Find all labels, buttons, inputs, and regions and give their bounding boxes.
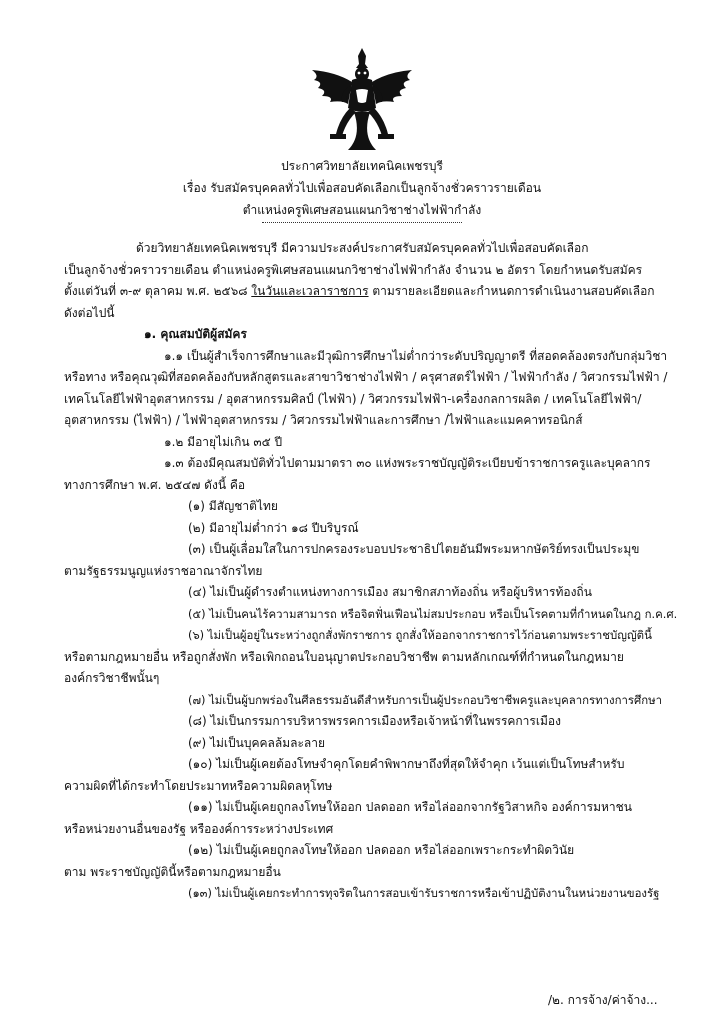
sub-item-12-cont: ตาม พระราชบัญญัตินี้หรือตามกฎหมายอื่น (64, 864, 281, 879)
qual-1-2: ๑.๒ มีอายุไม่เกิน ๓๕ ปี (164, 434, 283, 449)
sub-item-11-cont: หรือหน่วยงานอื่นของรัฐ หรือองค์การระหว่างประเทศ (64, 821, 334, 836)
garuda-emblem-icon (306, 46, 418, 154)
qual-1-1-line-1: ๑.๑ เป็นผู้สำเร็จการศึกษาและมีวุฒิการศึกษาไม่ต่ำกว่าระดับปริญญาตรี ที่สอดคล้องตรงกับกลุ่มวิชา (164, 348, 668, 363)
sub-item-13: (๑๓) ไม่เป็นผู้เคยกระทำการทุจริตในการสอบเข้ารับราชการหรือเข้าปฏิบัติงานในหน่วยงานของรัฐ (188, 886, 660, 900)
sub-item-10-cont: ความผิดที่ได้กระทำโดยประมาทหรือความผิดลหุโทษ (64, 778, 333, 793)
qual-1-3-line-1: ๑.๓ ต้องมีคุณสมบัติทั่วไปตามมาตรา ๓๐ แห่งพระราชบัญญัติระเบียบข้าราชการครูและบุคลากร (164, 456, 651, 470)
intro-line-1: ด้วยวิทยาลัยเทคนิคเพชรบุรี มีความประสงค์ประกาศรับสมัครบุคคลทั่วไปเพื่อสอบคัดเลือก (136, 241, 589, 255)
header-title: ประกาศวิทยาลัยเทคนิคเพชรบุรี (281, 159, 443, 173)
intro-details: ตามรายละเอียดและกำหนดการดำเนินงานสอบคัดเลือก (368, 284, 655, 298)
qual-1-1-line-2: หรือทาง หรือคุณวุฒิที่สอดคล้องกับหลักสูตรและสาขาวิชาช่างไฟฟ้า / ครุศาสตร์ไฟฟ้า / ไฟฟ้ากำลัง / วิศวกรรมไฟฟ้า / (64, 370, 668, 384)
garuda-emblem (306, 46, 418, 154)
dotted-separator (262, 222, 462, 223)
intro-date: ตั้งแต่วันที่ ๓-๙ ตุลาคม พ.ศ. ๒๕๖๘ (64, 284, 252, 298)
announcement-header (0, 155, 724, 221)
qual-1-3-line-2: ทางการศึกษา พ.ศ. ๒๕๔๗ ดังนี้ คือ (64, 477, 246, 492)
qual-1-1-line-3: เทคโนโลยีไฟฟ้าอุตสาหกรรม / อุตสาหกรรมศิลป์ (ไฟฟ้า) / วิศวกรรมไฟฟ้า-เครื่องกลการผลิต / เทคโนโลยีไฟฟ้า/ (64, 391, 642, 406)
sub-item-3-cont: ตามรัฐธรรมนูญแห่งราชอาณาจักรไทย (64, 563, 263, 578)
sub-item-3: (๓) เป็นผู้เลื่อมใสในการปกครองระบอบประชาธิปไตยอันมีพระมหากษัตริย์ทรงเป็นประมุข (188, 542, 640, 556)
sub-item-12: (๑๒) ไม่เป็นผู้เคยถูกลงโทษให้ออก ปลดออก หรือไล่ออกเพราะกระทำผิดวินัย (188, 843, 575, 857)
sub-item-4: (๔) ไม่เป็นผู้ดำรงตำแหน่งทางการเมือง สมาชิกสภาท้องถิ่น หรือผู้บริหารท้องถิ่น (188, 585, 592, 599)
sub-item-9: (๙) ไม่เป็นบุคคลล้มละลาย (188, 735, 326, 750)
sub-item-7: (๗) ไม่เป็นผู้บกพร่องในศีลธรรมอันดีสำหรับการเป็นผู้ประกอบวิชาชีพครูและบุคลากรทางการศึกษา (188, 692, 663, 707)
intro-line-2: เป็นลูกจ้างชั่วคราวรายเดือน ตำแหน่งครูพิเศษสอนแผนกวิชาช่างไฟฟ้ากำลัง จำนวน ๒ อัตรา โดยกำหนดรับสมัคร (64, 262, 643, 277)
sub-item-10: (๑๐) ไม่เป็นผู้เคยต้องโทษจำคุกโดยคำพิพากษาถึงที่สุดให้จำคุก เว้นแต่เป็นโทษสำหรับ (188, 757, 625, 771)
sub-item-8: (๘) ไม่เป็นกรรมการบริหารพรรคการเมืองหรือเจ้าหน้าที่ในพรรคการเมือง (188, 714, 561, 728)
sub-item-1: (๑) มีสัญชาติไทย (188, 499, 278, 513)
intro-line-3 (64, 281, 656, 303)
document-body (64, 238, 678, 905)
header-position: ตำแหน่งครูพิเศษสอนแผนกวิชาช่างไฟฟ้ากำลัง (242, 203, 482, 217)
sub-item-6-cont-2: องค์กรวิชาชีพนั้นๆ (64, 671, 160, 685)
sub-item-5: (๕) ไม่เป็นคนไร้ความสามารถ หรือจิตฟั่นเฟือนไม่สมประกอบ หรือเป็นโรคตามที่กำหนดในกฎ ก.ค.ศ. (188, 606, 678, 621)
continuation-note: /๒. การจ้าง/ค่าจ้าง... (548, 993, 658, 1007)
sub-item-11: (๑๑) ไม่เป็นผู้เคยถูกลงโทษให้ออก ปลดออก หรือไล่ออกจากรัฐวิสาหกิจ องค์การมหาชน (188, 800, 633, 814)
section-1-title: ๑. คุณสมบัติผู้สมัคร (144, 327, 247, 341)
header-subject: เรื่อง รับสมัครบุคคลทั่วไปเพื่อสอบคัดเลือกเป็นลูกจ้างชั่วคราวรายเดือน (182, 181, 542, 195)
sub-item-6: (๖) ไม่เป็นผู้อยู่ในระหว่างถูกสั่งพักราชการ ถูกสั่งให้ออกจากราชการไว้ก่อนตามพระราชบัญญัตินี้ (188, 628, 652, 642)
intro-office-hours: ในวันและเวลาราชการ (251, 284, 369, 298)
sub-item-2: (๒) มีอายุไม่ต่ำกว่า ๑๘ ปีบริบูรณ์ (188, 520, 359, 535)
intro-line-4: ดังต่อไปนี้ (64, 305, 115, 320)
qual-1-1-line-4: อุตสาหกรรม (ไฟฟ้า) / ไฟฟ้าอุตสาหกรรม / วิศวกรรมไฟฟ้าและการศึกษา /ไฟฟ้าและแมคคาทรอนิกส์ (64, 413, 583, 427)
sub-item-6-cont-1: หรือตามกฎหมายอื่น หรือถูกสั่งพัก หรือเพิกถอนใบอนุญาตประกอบวิชาชีพ ตามหลักเกณฑ์ที่กำหนดในกฎหมาย (64, 649, 624, 664)
